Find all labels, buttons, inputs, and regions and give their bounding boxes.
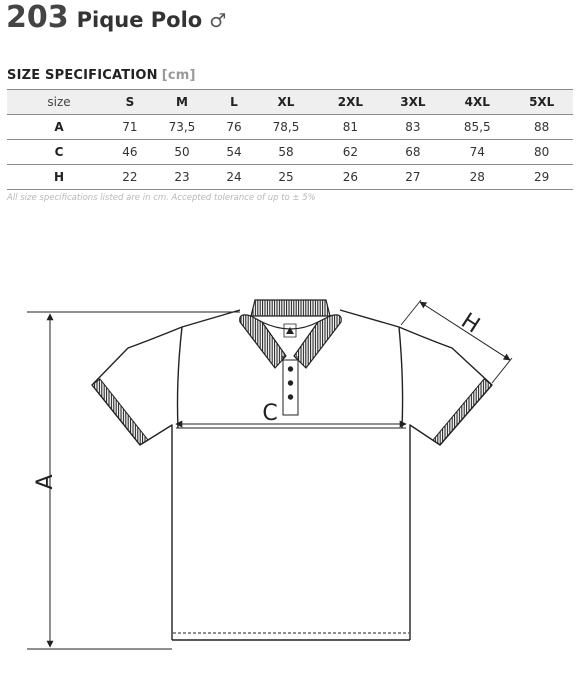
- table-cell: 62: [319, 140, 382, 165]
- table-cell: 78,5: [253, 115, 319, 140]
- button-placket: [283, 356, 298, 415]
- dimension-a-label: A: [33, 474, 58, 490]
- table-row: [7, 165, 573, 190]
- size-header-cell: M: [149, 90, 215, 115]
- table-cell: 85,5: [444, 115, 510, 140]
- size-header-cell: 2XL: [319, 90, 382, 115]
- row-label: C: [7, 140, 111, 165]
- table-cell: 46: [111, 140, 149, 165]
- table-cell: 81: [319, 115, 382, 140]
- table-cell: 25: [253, 165, 319, 190]
- product-title: [6, 0, 226, 40]
- dimension-h: [401, 300, 512, 383]
- size-table: [7, 89, 573, 190]
- table-cell: 27: [382, 165, 445, 190]
- male-icon: ♂: [209, 10, 227, 32]
- size-specification-title: SIZE SPECIFICATION: [7, 68, 158, 83]
- dimension-h-label: H: [456, 308, 485, 339]
- size-column-header: size: [7, 90, 111, 115]
- size-header-cell: L: [215, 90, 253, 115]
- row-label: A: [7, 115, 111, 140]
- dimension-a: [27, 312, 240, 649]
- size-specification-heading: [7, 68, 196, 83]
- table-row: [7, 140, 573, 165]
- size-header-row: [7, 90, 573, 115]
- model-name: Pique Polo: [76, 8, 203, 32]
- table-cell: 71: [111, 115, 149, 140]
- table-cell: 23: [149, 165, 215, 190]
- table-row: [7, 115, 573, 140]
- tolerance-note: All size specifications listed are in cm. Accepted tolerance of up to ± 5%: [7, 193, 316, 203]
- polo-shirt-outline: [92, 310, 492, 640]
- size-header-cell: 5XL: [510, 90, 573, 115]
- size-header-cell: 3XL: [382, 90, 445, 115]
- polo-collar: [240, 300, 342, 368]
- table-cell: 76: [215, 115, 253, 140]
- table-cell: 22: [111, 165, 149, 190]
- size-header-cell: XL: [253, 90, 319, 115]
- table-cell: 26: [319, 165, 382, 190]
- table-cell: 50: [149, 140, 215, 165]
- table-cell: 83: [382, 115, 445, 140]
- dimension-c-label: C: [262, 401, 278, 426]
- table-cell: 54: [215, 140, 253, 165]
- table-cell: 24: [215, 165, 253, 190]
- size-header-cell: 4XL: [444, 90, 510, 115]
- table-cell: 73,5: [149, 115, 215, 140]
- table-cell: 58: [253, 140, 319, 165]
- row-label: H: [7, 165, 111, 190]
- table-cell: 80: [510, 140, 573, 165]
- table-cell: 28: [444, 165, 510, 190]
- table-cell: 68: [382, 140, 445, 165]
- table-cell: 74: [444, 140, 510, 165]
- size-header-cell: S: [111, 90, 149, 115]
- model-number: 203: [6, 0, 69, 35]
- unit-label: [cm]: [161, 68, 196, 83]
- table-cell: 88: [510, 115, 573, 140]
- table-cell: 29: [510, 165, 573, 190]
- sleeve-cuffs: [92, 379, 492, 445]
- brand-logo-icon: [284, 324, 296, 337]
